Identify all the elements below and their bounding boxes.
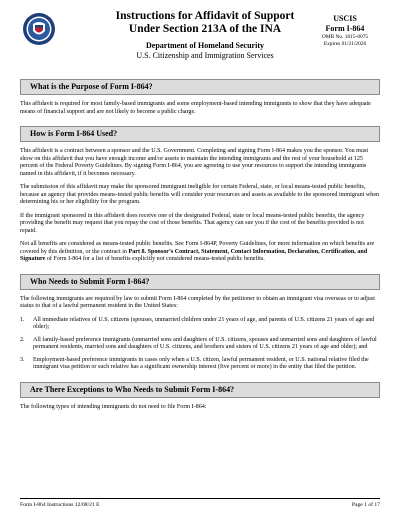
purpose-paragraph: This affidavit is required for most family-based immigrants and some employment-based intending immigrants to show that they have adequate means of financial support and are not likely to become a public charge. [20, 101, 371, 115]
used-paragraph-4 [20, 241, 380, 264]
list-item-number: 1. [20, 316, 25, 323]
document-body [20, 79, 380, 417]
form-number: Form I-864 [325, 24, 365, 33]
document-title-line-1: Instructions for Affidavit of Support [115, 10, 295, 22]
form-identifier [312, 14, 378, 48]
list-item [20, 337, 380, 352]
form-agency: USCIS [333, 14, 357, 23]
section-heading-exceptions: Are There Exceptions to Who Needs to Submit Form I-864? [20, 382, 380, 398]
page-number: Page 1 of 17 [351, 502, 380, 508]
list-item-number: 3. [20, 356, 25, 363]
used-paragraph-1: This affidavit is a contract between a sponsor and the U.S. Government. Completing and signing Form I-864 makes you the sponsor. You must show on this affidavit that you have enough income and/or assets to maintain the intending immigrants and the rest of your household at 125 percent of the Federal Poverty Guidelines. By signing Form I-864, you are agreeing to use your resources to support the intending immigrants named in this affidavit, if it becomes necessary. [20, 148, 369, 177]
used-paragraph-3: If the immigrant sponsored in this affidavit does receive one of the designated Federal, state or local means-tested public benefits, the agency providing the benefit may request that you repay the cost of those benefits. That agency can sue you if the cost of the benefits provided is not repaid. [20, 212, 365, 234]
title-block [80, 10, 330, 61]
document-title-line-2: Under Section 213A of the INA [128, 23, 282, 35]
list-item [20, 317, 380, 332]
list-item [20, 357, 380, 372]
used-paragraph-4-bold: Part 8. Sponsor’s Contract, Statement, Contact Information, Declaration, Certification, and Signature [20, 248, 368, 262]
omb-number: OMB No. 1615-0075 [321, 34, 369, 40]
used-paragraph-4-end: of Form I-864 for a list of benefits explicitly not considered means-tested public benefits. [45, 256, 265, 262]
used-paragraph-4-start: Not all benefits are considered as means-tested public benefits. See Form I-864P, Poverty Guidelines, for more information on which benefits are covered by this definition, or the contract in [20, 241, 375, 255]
section-heading-purpose: What is the Purpose of Form I-864? [20, 79, 380, 95]
list-item-text: All immediate relatives of U.S. citizens (spouses, unmarried children under 21 years of age, and parents of U.S. citizens 21 years of age and older); [33, 316, 375, 330]
who-paragraph: The following immigrants are required by law to submit Form I-864 completed by the petitioner to obtain an immigrant visa overseas or to adjust status to that of a lawful permanent resident in the United States: [20, 295, 375, 309]
who-list [20, 317, 380, 372]
document-header [20, 10, 380, 70]
section-heading-who: Who Needs to Submit Form I-864? [20, 274, 380, 290]
used-paragraph-2: The submission of this affidavit may make the sponsored immigrant ineligible for certain Federal, state, or local means-tested public benefits, because an agency that provides means-tested public benefits will consider your resources and assets as available to the sponsored immigrant when determining his or her eligibility for the program. [20, 184, 380, 205]
footer-divider [20, 498, 380, 499]
list-item-text: All family-based preference immigrants (unmarried sons and daughters of U.S. citizens, spouses and unmarried sons and daughters of lawful permanent residents, married sons and daughters of U.S. citizens, and brothers and sisters of U.S. citizens 21 years of age and older); and [33, 336, 377, 350]
list-item-text: Employment-based preference immigrants in cases only when a U.S. citizen, lawful permanent resident, or U.S. national relative filed the immigrant visa petition or such relative has a significant ownership interest (five percent or more) in the entity that filed the petition. [33, 356, 369, 370]
exceptions-paragraph: The following types of intending immigrants do not need to file Form I-864: [20, 403, 207, 410]
agency-name: U.S. Citizenship and Immigration Services [136, 51, 274, 60]
footer-form-info: Form I-864 Instructions 12/08/21 E [20, 502, 100, 508]
department-name: Department of Homeland Security [146, 41, 264, 50]
section-heading-used: How is Form I-864 Used? [20, 126, 380, 142]
dhs-seal-icon [22, 12, 56, 46]
list-item-number: 2. [20, 336, 25, 343]
expiration-date: Expires 01/31/2026 [323, 41, 367, 47]
